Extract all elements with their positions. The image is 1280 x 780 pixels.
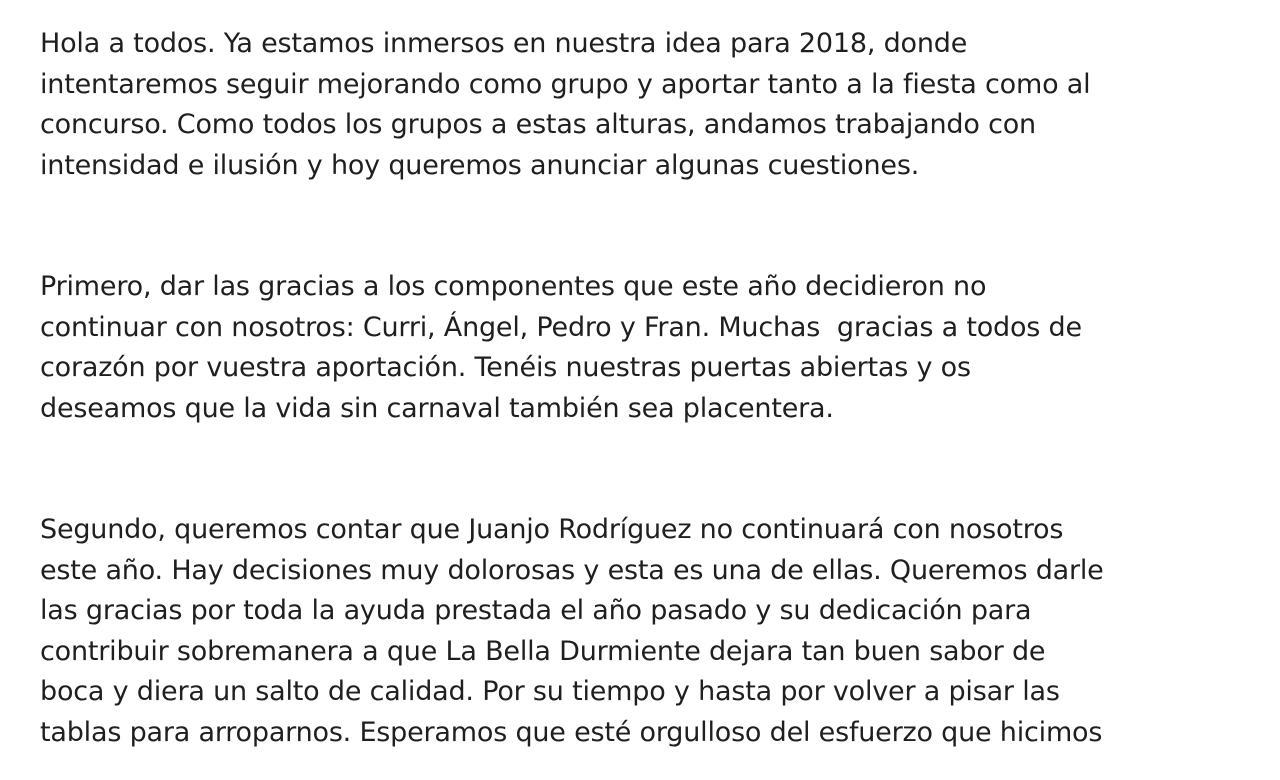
- text-line: Hola a todos. Ya estamos inmersos en nuestra idea para 2018, donde: [40, 28, 968, 59]
- text-line: corazón por vuestra aportación. Tenéis nuestras puertas abiertas y os: [40, 352, 971, 383]
- text-line: boca y diera un salto de calidad. Por su tiempo y hasta por volver a pisar las: [40, 676, 1060, 707]
- text-line: deseamos que la vida sin carnaval también sea placentera.: [40, 392, 834, 424]
- text-line: Primero, dar las gracias a los componentes que este año decidieron no: [40, 271, 987, 302]
- text-line: intensidad e ilusión y hoy queremos anunciar algunas cuestiones.: [40, 149, 920, 181]
- text-line: Segundo, queremos contar que Juanjo Rodríguez no continuará con nosotros: [40, 514, 1064, 545]
- paragraph-first: [40, 267, 1270, 429]
- text-line: tablas para arroparnos. Esperamos que esté orgulloso del esfuerzo que hicimos: [40, 716, 1103, 748]
- text-line: concurso. Como todos los grupos a estas alturas, andamos trabajando con: [40, 109, 1036, 140]
- text-line: contribuir sobremanera a que La Bella Durmiente dejara tan buen sabor de: [40, 635, 1046, 667]
- text-line: intentaremos seguir mejorando como grupo y aportar tanto a la fiesta como al: [40, 68, 1091, 100]
- paragraph-intro: [40, 24, 1270, 186]
- text-line: continuar con nosotros: Curri, Ángel, Pedro y Fran. Muchas gracias a todos de: [40, 311, 1082, 343]
- document-body: [40, 24, 1270, 780]
- text-line: este año. Hay decisiones muy dolorosas y esta es una de ellas. Queremos darle: [40, 554, 1104, 586]
- paragraph-second: [40, 510, 1270, 753]
- text-line: las gracias por toda la ayuda prestada el año pasado y su dedicación para: [40, 595, 1032, 626]
